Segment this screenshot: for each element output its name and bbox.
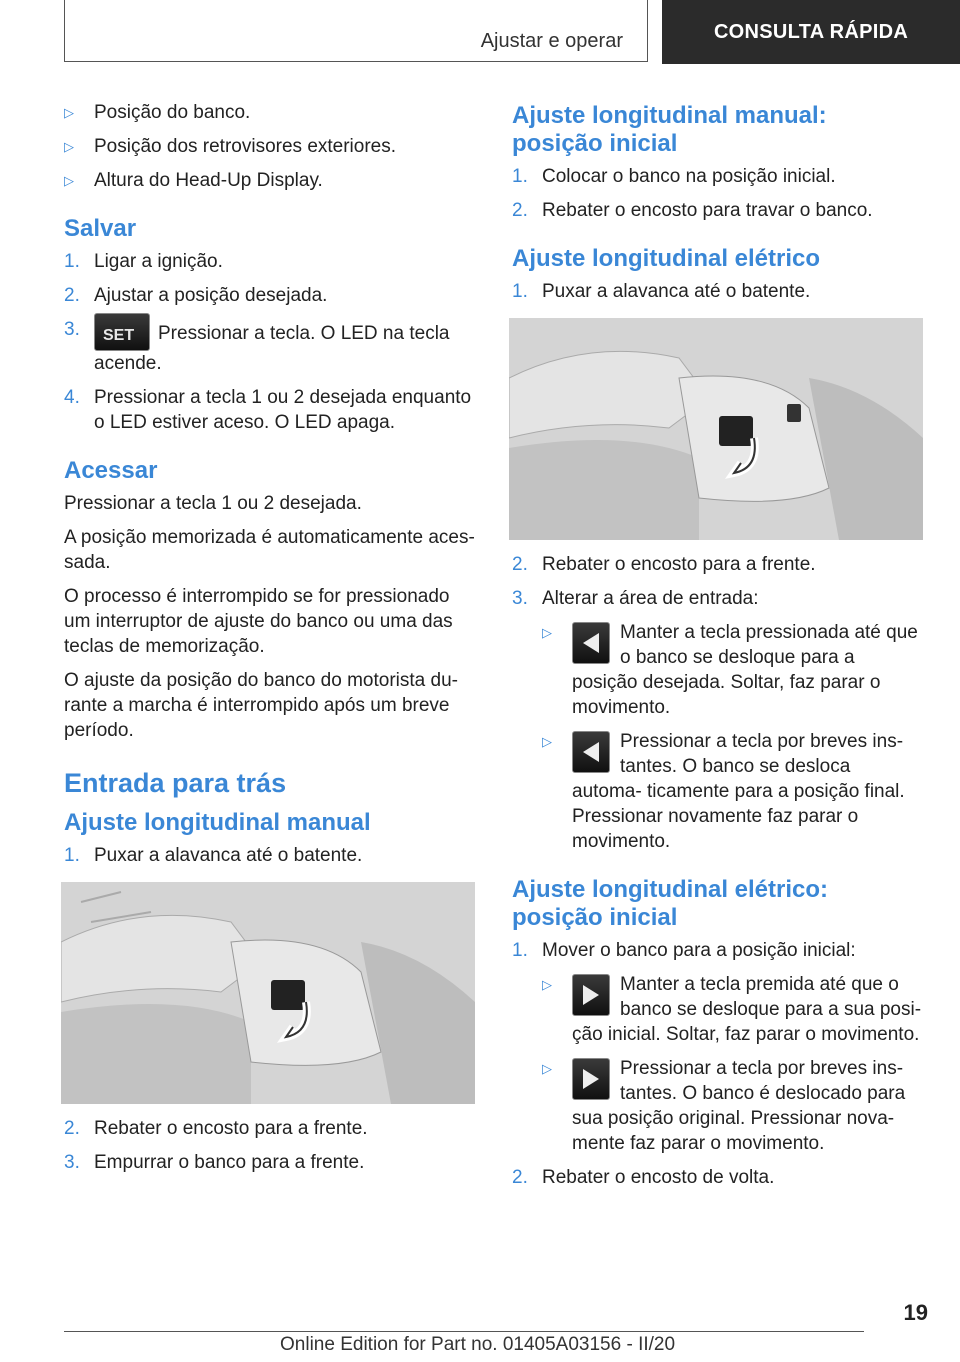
sub-list-item: ▷ Manter a tecla pressionada até que o banco se desloque para a posição desejada. Soltar, faz parar o movimento. [542,622,918,718]
heading-manual-inicial: Ajuste longitudinal manual: posição inicial [512,102,827,157]
header-section-box [64,0,648,62]
triangle-bullet-icon: ▷ [64,105,74,120]
header-section-title: Ajustar e operar [480,30,623,52]
triangle-bullet-icon: ▷ [64,173,74,188]
arrow-right-button-icon [572,974,610,1016]
arrow-left-button-icon [572,731,610,773]
paragraph: O processo é interrompido se for pressionado um interruptor de ajuste do banco ou uma das teclas de memorização. [64,586,453,657]
step-item: 2. Ajustar a posição desejada. [64,285,328,306]
list-item: ▷ Posição dos retrovisores exteriores. [64,136,397,157]
step-item: 1. Puxar a alavanca até o batente. [512,281,811,302]
footer-divider [64,1331,864,1332]
triangle-bullet-icon: ▷ [542,977,552,992]
arrow-right-button-icon [572,1058,610,1100]
page-number: 19 [903,1300,928,1325]
step-item: 4. Pressionar a tecla 1 ou 2 desejada enquanto o LED estiver aceso. O LED apaga. [64,387,472,433]
heading-eletrico: Ajuste longitudinal elétrico [512,245,821,272]
seat-electric-illustration [509,318,923,540]
right-column [512,100,924,1199]
step-item: 1. Puxar a alavanca até o batente. [64,845,363,866]
heading-eletrico-inicial: Ajuste longitudinal elétrico: posição inicial [512,876,829,931]
triangle-bullet-icon: ▷ [542,625,552,640]
arrow-left-button-icon [572,622,610,664]
sub-list-item: ▷ Manter a tecla premida até que o banco se desloque para a sua posi- ção inicial. Soltar, faz parar o movimento. [542,974,922,1045]
step-item: 2. Rebater o encosto para travar o banco. [512,200,873,221]
paragraph: Pressionar a tecla 1 ou 2 desejada. [64,493,362,514]
heading-entrada: Entrada para trás [64,768,287,798]
page-header [0,0,960,66]
heading-salvar: Salvar [64,215,137,242]
step-item: 1. Mover o banco para a posição inicial: [512,940,856,961]
header-tab-quick-reference[interactable]: CONSULTA RÁPIDA [662,0,960,64]
step-item: 1. Ligar a ignição. [64,251,223,272]
triangle-bullet-icon: ▷ [542,734,552,749]
step-item: 3. Alterar a área de entrada: [512,588,759,609]
triangle-bullet-icon: ▷ [542,1061,552,1076]
heading-manual: Ajuste longitudinal manual [64,809,371,836]
paragraph: A posição memorizada é automaticamente aces- sada. [64,527,475,573]
paragraph: O ajuste da posição do banco do motorista du- rante a marcha é interrompido após um breve período. [64,670,458,741]
step-item: 2. Rebater o encosto para a frente. [512,554,816,575]
step-item: 1. Colocar o banco na posição inicial. [512,166,836,187]
triangle-bullet-icon: ▷ [64,139,74,154]
list-item: ▷ Altura do Head-Up Display. [64,170,323,191]
sub-list-item: ▷ Pressionar a tecla por breves ins- tantes. O banco é deslocado para sua posição original. Pressionar nova- mente faz parar o movimento. [542,1058,906,1154]
set-button-icon: SET [94,313,150,351]
sub-list-item: ▷ Pressionar a tecla por breves ins- tantes. O banco se desloca automa- ticamente para a posição final. Pressionar novamente faz parar o movimento. [542,731,905,852]
step-item: 2. Rebater o encosto para a frente. [64,1118,368,1139]
list-item: ▷ Posição do banco. [64,102,251,123]
heading-acessar: Acessar [64,457,158,484]
step-item: 2. Rebater o encosto de volta. [512,1167,775,1188]
edition-footer: Online Edition for Part no. 01405A03156 - II/20 [280,1334,676,1355]
left-column [64,100,479,1184]
step-item: 3. Empurrar o banco para a frente. [64,1152,365,1173]
seat-lever-illustration [61,882,475,1104]
step-item: 3. SET Pressionar a tecla. O LED na tecla acende. [64,317,479,376]
